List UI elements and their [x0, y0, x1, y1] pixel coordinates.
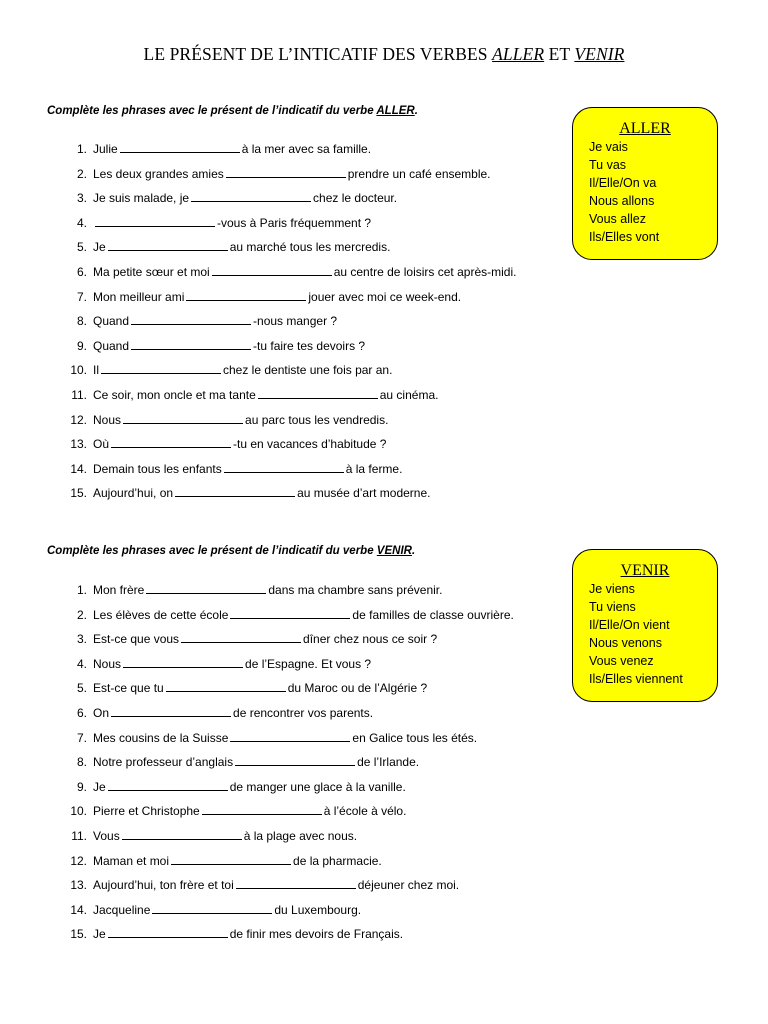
sentence-start: Jacqueline [93, 902, 151, 917]
sentence-start: Les deux grandes amies [93, 166, 224, 181]
sentence-end: du Luxembourg. [274, 902, 362, 917]
sentence-end: chez le dentiste une fois par an. [223, 363, 393, 378]
item-number: 6. [76, 265, 87, 279]
answer-blank [152, 902, 272, 914]
sentence-start: Je [93, 240, 106, 255]
instruction-text: Complète les phrases avec le présent de l’indicatif du verbe [47, 545, 377, 557]
item-number: 15. [70, 486, 87, 501]
conjugation-line: Je viens [589, 582, 635, 596]
sentence-end: de finir mes devoirs de Français. [229, 927, 404, 942]
conjugation-line: Vous venez [589, 654, 654, 668]
answer-blank [123, 412, 243, 424]
sentence-start: Où [93, 437, 110, 452]
sentence-end: du Maroc ou de l’Algérie ? [287, 681, 428, 696]
item-number: 3. [76, 632, 87, 647]
answer-blank [108, 239, 228, 251]
sentence-end: au cinéma. [379, 388, 439, 402]
item-number: 1. [76, 583, 87, 597]
answer-blank [111, 705, 231, 717]
sentence-end: -tu en vacances d’habitude ? [233, 437, 387, 452]
item-number: 1. [76, 142, 87, 156]
instruction-period: . [411, 545, 416, 557]
sentence-end: de familles de classe ouvrière. [352, 607, 514, 622]
item-number: 9. [76, 338, 87, 353]
sentence-end: -nous manger ? [253, 314, 338, 329]
item-number: 10. [70, 804, 87, 819]
sentence-end: chez le docteur. [313, 191, 398, 206]
sentence-end: de rencontrer vos parents. [233, 706, 374, 720]
sentence-start: Demain tous les enfants [93, 461, 222, 476]
sentence-end: -tu faire tes devoirs ? [253, 338, 366, 353]
sentence-start: Nous [93, 656, 122, 671]
sentence-end: à l’école à vélo. [323, 804, 407, 819]
sentence-start: Je [93, 779, 106, 794]
answer-blank [191, 190, 311, 202]
instruction-verb: ALLER [376, 105, 415, 117]
conjugation-line: Je vais [589, 140, 628, 154]
answer-blank [120, 141, 240, 153]
sentence-end: -vous à Paris fréquemment ? [217, 215, 372, 230]
answer-blank [166, 680, 286, 692]
sentence-end: de l’Espagne. Et vous ? [245, 656, 372, 671]
answer-blank [202, 803, 322, 815]
conjugation-line: Il/Elle/On va [589, 176, 657, 190]
answer-blank [212, 264, 332, 276]
venir-conjugation-box [572, 549, 718, 702]
section1-instruction [47, 105, 418, 117]
sentence-start: On [93, 706, 110, 720]
item-number: 11. [71, 388, 87, 402]
answer-blank [108, 779, 228, 791]
answer-blank [95, 215, 215, 227]
answer-blank [235, 754, 355, 766]
sentence-start: Est-ce que vous [93, 632, 180, 647]
sentence-start: Notre professeur d’anglais [93, 755, 234, 770]
sentence-start: Ce soir, mon oncle et ma tante [93, 388, 256, 402]
answer-blank [230, 730, 350, 742]
sentence-end: dans ma chambre sans prévenir. [268, 583, 443, 597]
answer-blank [258, 387, 378, 399]
section2-instruction [47, 545, 415, 557]
sentence-end: de la pharmacie. [293, 853, 382, 868]
sentence-start: Est-ce que tu [93, 681, 164, 696]
answer-blank [101, 362, 221, 374]
sentence-start: Quand [93, 314, 130, 329]
conjugation-line: Ils/Elles vont [589, 230, 660, 244]
answer-blank [111, 436, 231, 448]
sentence-end: au marché tous les mercredis. [229, 240, 391, 255]
answer-blank [236, 877, 356, 889]
item-number: 3. [76, 191, 87, 206]
sentence-start: Quand [93, 338, 130, 353]
sentence-end: prendre un café ensemble. [347, 166, 491, 181]
answer-blank [122, 828, 242, 840]
sentence-end: en Galice tous les étés. [352, 730, 478, 745]
item-number: 13. [70, 878, 87, 893]
item-number: 6. [76, 706, 87, 720]
answer-blank [123, 656, 243, 668]
answer-blank [146, 582, 266, 594]
conjugation-line: Vous allez [589, 212, 646, 226]
conjugation-box-title: VENIR [620, 562, 670, 579]
sentence-end: déjeuner chez moi. [357, 878, 460, 893]
sentence-start: Je suis malade, je [93, 191, 190, 206]
answer-blank [181, 631, 301, 643]
item-number: 15. [70, 927, 87, 942]
answer-blank [131, 313, 251, 325]
item-number: 14. [70, 902, 87, 917]
answer-blank [175, 485, 295, 497]
item-number: 8. [76, 755, 87, 770]
sentence-start: Julie [93, 142, 118, 156]
item-number: 13. [70, 437, 87, 452]
item-number: 9. [76, 779, 87, 794]
title-conjunction: ET [544, 44, 575, 64]
item-number: 2. [76, 607, 87, 622]
instruction-verb: VENIR [376, 545, 412, 557]
conjugation-list [573, 580, 717, 688]
aller-conjugation-box [572, 107, 718, 260]
instruction-period: . [414, 105, 418, 117]
title-prefix: LE PRÉSENT DE L’INTICATIF DES VERBES [143, 44, 493, 64]
item-number: 12. [70, 853, 87, 868]
conjugation-list [573, 138, 717, 246]
item-number: 14. [70, 461, 87, 476]
sentence-end: dîner chez nous ce soir ? [303, 632, 438, 647]
sentence-start: Les élèves de cette école [93, 607, 229, 622]
answer-blank [226, 166, 346, 178]
item-number: 5. [76, 681, 87, 696]
answer-blank [108, 926, 228, 938]
answer-blank [171, 853, 291, 865]
instruction-text: Complète les phrases avec le présent de l’indicatif du verbe [47, 105, 377, 117]
item-number: 4. [76, 215, 87, 230]
item-number: 12. [70, 412, 87, 427]
sentence-end: à la mer avec sa famille. [241, 142, 372, 156]
title-verb-venir: VENIR [574, 44, 625, 64]
title-verb-aller: ALLER [492, 44, 545, 64]
conjugation-box-title: ALLER [619, 120, 671, 137]
item-number: 11. [71, 829, 87, 843]
answer-blank [230, 607, 350, 619]
sentence-start: Mes cousins de la Suisse [93, 730, 229, 745]
conjugation-line: Tu viens [589, 600, 636, 614]
sentence-start: Je [93, 927, 106, 942]
sentence-end: jouer avec moi ce week-end. [308, 289, 462, 304]
page-title [0, 44, 768, 65]
item-number: 2. [76, 166, 87, 181]
sentence-end: au parc tous les vendredis. [245, 412, 389, 427]
answer-blank [224, 461, 344, 473]
sentence-start: Il [93, 363, 99, 378]
item-number: 8. [76, 314, 87, 329]
sentence-start: Ma petite sœur et moi [93, 265, 210, 279]
sentence-end: de l’Irlande. [357, 755, 420, 770]
sentence-start: Nous [93, 412, 122, 427]
sentence-start: Pierre et Christophe [93, 804, 200, 819]
sentence-end: au musée d’art moderne. [297, 486, 431, 501]
conjugation-line: Ils/Elles viennent [589, 672, 683, 686]
item-number: 7. [76, 730, 87, 745]
sentence-end: de manger une glace à la vanille. [229, 779, 406, 794]
conjugation-line: Nous venons [589, 636, 662, 650]
conjugation-line: Tu vas [589, 158, 627, 172]
sentence-end: à la plage avec nous. [243, 829, 358, 843]
sentence-start: Aujourd’hui, ton frère et toi [93, 878, 234, 893]
item-number: 7. [76, 289, 87, 304]
sentence-start: Maman et moi [93, 853, 170, 868]
conjugation-line: Il/Elle/On vient [589, 618, 670, 632]
sentence-start: Aujourd’hui, on [93, 486, 174, 501]
sentence-start: Mon meilleur ami [93, 289, 185, 304]
sentence-start: Vous [93, 829, 120, 843]
sentence-start: Mon frère [93, 583, 145, 597]
item-number: 10. [70, 363, 87, 378]
sentence-end: à la ferme. [345, 461, 403, 476]
sentence-end: au centre de loisirs cet après-midi. [333, 265, 517, 279]
conjugation-line: Nous allons [589, 194, 655, 208]
item-number: 5. [76, 240, 87, 255]
item-number: 4. [76, 656, 87, 671]
answer-blank [131, 338, 251, 350]
answer-blank [186, 289, 306, 301]
